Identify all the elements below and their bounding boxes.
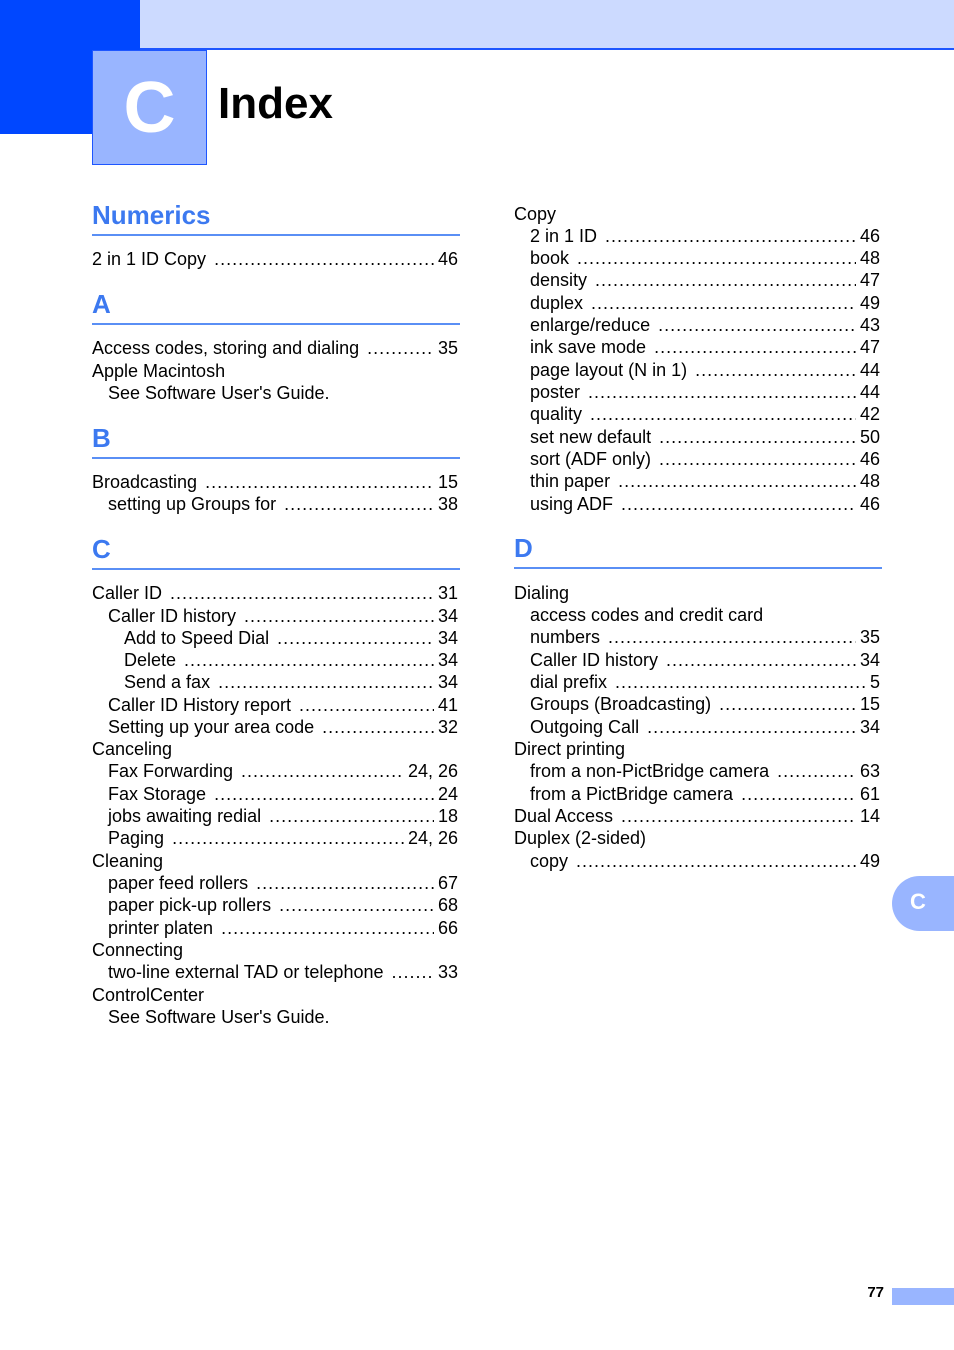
- index-entry: See Software User's Guide.: [108, 383, 330, 403]
- header-rule: [140, 48, 954, 50]
- index-entry[interactable]: set new default ..... 50: [530, 426, 880, 448]
- index-entry: Direct printing: [514, 739, 626, 759]
- section-heading-b: B: [92, 423, 460, 459]
- index-entry[interactable]: 2 in 1 ID Copy ..... 46: [92, 248, 458, 270]
- index-entry: See Software User's Guide.: [108, 1007, 330, 1027]
- index-entry[interactable]: Broadcasting ..... 15: [92, 471, 458, 493]
- index-entry[interactable]: from a non-PictBridge camera ..... 63: [530, 760, 880, 782]
- chapter-side-tab: C: [892, 876, 954, 931]
- index-entry[interactable]: sort (ADF only) ..... 46: [530, 448, 880, 470]
- index-entry: access codes and credit card: [530, 605, 764, 625]
- section-heading-d: D: [514, 533, 882, 569]
- footer-bar: [892, 1288, 954, 1305]
- index-entry[interactable]: Paging ..... 24, 26: [108, 827, 458, 849]
- index-entry[interactable]: Fax Storage ..... 24: [108, 783, 458, 805]
- index-entry[interactable]: copy ..... 49: [530, 850, 880, 872]
- index-entry[interactable]: from a PictBridge camera ..... 61: [530, 783, 880, 805]
- index-entry[interactable]: using ADF ..... 46: [530, 493, 880, 515]
- index-entry[interactable]: page layout (N in 1) ..... 44: [530, 359, 880, 381]
- index-entry[interactable]: Caller ID history ..... 34: [530, 649, 880, 671]
- section-heading-numerics: Numerics: [92, 200, 460, 236]
- index-entry[interactable]: Outgoing Call ..... 34: [530, 716, 880, 738]
- section-heading-a: A: [92, 289, 460, 325]
- index-entry[interactable]: jobs awaiting redial ..... 18: [108, 805, 458, 827]
- index-entry[interactable]: Send a fax ..... 34: [124, 671, 458, 693]
- index-entry[interactable]: Caller ID History report ..... 41: [108, 694, 458, 716]
- index-entry[interactable]: Delete ..... 34: [124, 649, 458, 671]
- index-entry: Dialing: [514, 583, 570, 603]
- index-entry: Canceling: [92, 739, 173, 759]
- page-title: Index: [218, 79, 333, 128]
- index-entry: Connecting: [92, 940, 184, 960]
- index-entry[interactable]: poster ..... 44: [530, 381, 880, 403]
- index-entry: Cleaning: [92, 851, 164, 871]
- index-entry[interactable]: Setting up your area code ..... 32: [108, 716, 458, 738]
- index-entry: Copy: [514, 204, 557, 224]
- index-entry[interactable]: 2 in 1 ID ..... 46: [530, 225, 880, 247]
- index-entry: ControlCenter: [92, 985, 205, 1005]
- index-entry[interactable]: printer platen ..... 66: [108, 917, 458, 939]
- index-entry[interactable]: Fax Forwarding ..... 24, 26: [108, 760, 458, 782]
- index-entry[interactable]: Access codes, storing and dialing ..... 35: [92, 337, 458, 359]
- index-entry[interactable]: Add to Speed Dial ..... 34: [124, 627, 458, 649]
- page-number: 77: [867, 1284, 884, 1301]
- index-entry[interactable]: quality ..... 42: [530, 403, 880, 425]
- index-entry[interactable]: book ..... 48: [530, 247, 880, 269]
- index-entry[interactable]: two-line external TAD or telephone ..... 33: [108, 961, 458, 983]
- index-entry[interactable]: setting up Groups for ..... 38: [108, 493, 458, 515]
- chapter-letter-box: C: [92, 50, 207, 165]
- index-entry[interactable]: numbers ..... 35: [530, 626, 880, 648]
- index-entry[interactable]: Dual Access ..... 14: [514, 805, 880, 827]
- index-entry[interactable]: Groups (Broadcasting) ..... 15: [530, 693, 880, 715]
- index-entry[interactable]: ink save mode ..... 47: [530, 336, 880, 358]
- index-entry[interactable]: enlarge/reduce ..... 43: [530, 314, 880, 336]
- header-band: [140, 0, 954, 49]
- index-entry: Duplex (2-sided): [514, 828, 647, 848]
- index-entry[interactable]: thin paper ..... 48: [530, 470, 880, 492]
- index-entry[interactable]: density ..... 47: [530, 269, 880, 291]
- index-entry[interactable]: paper feed rollers ..... 67: [108, 872, 458, 894]
- index-entry[interactable]: duplex ..... 49: [530, 292, 880, 314]
- index-entry[interactable]: paper pick-up rollers ..... 68: [108, 894, 458, 916]
- section-heading-c: C: [92, 534, 460, 570]
- index-entry[interactable]: Caller ID ..... 31: [92, 582, 458, 604]
- index-entry: Apple Macintosh: [92, 361, 226, 381]
- index-entry[interactable]: Caller ID history ..... 34: [108, 605, 458, 627]
- index-entry[interactable]: dial prefix ..... 5: [530, 671, 880, 693]
